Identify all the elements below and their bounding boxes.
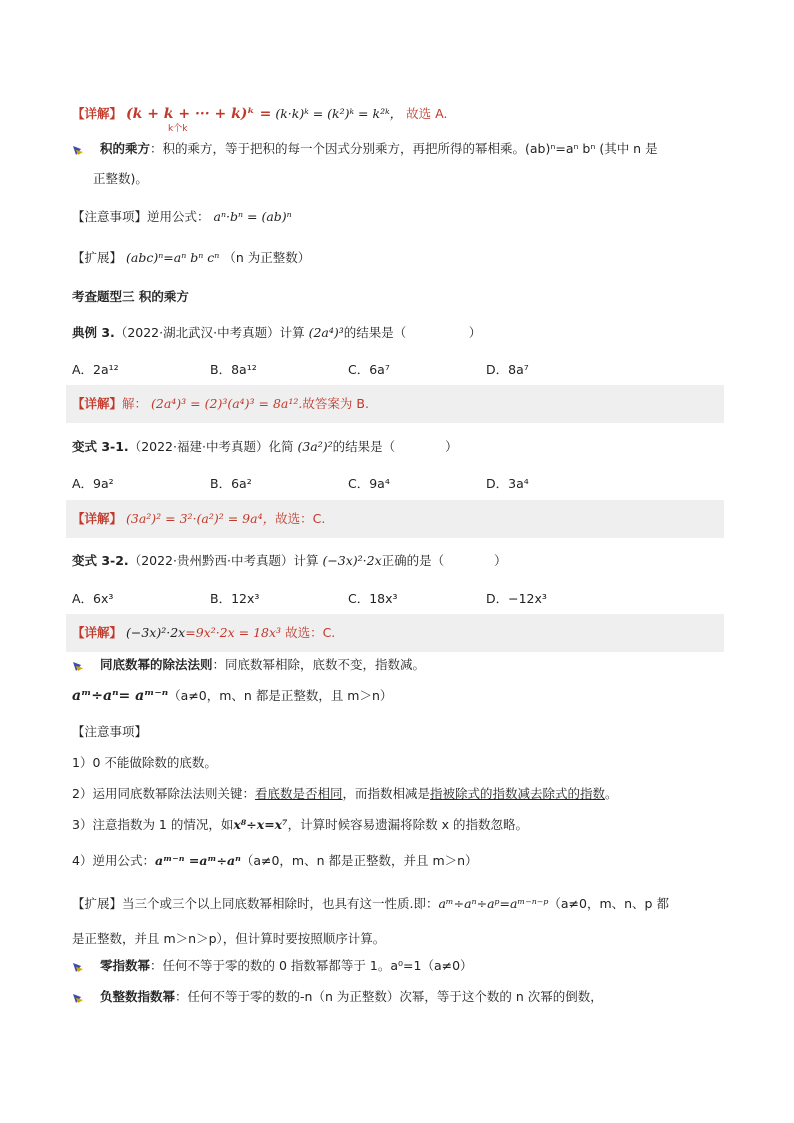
variant-3-1-answer [72, 509, 325, 529]
variant-3-2-answer [72, 623, 335, 643]
variant-3-1-tail: 的结果是（ ） [332, 439, 458, 454]
answer-expression: (2a⁴)³ = (2)³(a⁴)³ = 8a¹². [151, 396, 303, 411]
extension-line [72, 248, 310, 268]
detail-bracket: 【详解】 [72, 625, 123, 640]
division-formula: aᵐ÷aⁿ= aᵐ⁻ⁿ [72, 688, 169, 704]
rule-text: ：同底数幂相除，底数不变，指数减。 [212, 657, 426, 672]
division-formula-line [72, 686, 392, 706]
example-3-answer [72, 394, 369, 414]
extension-formula: aᵐ÷aⁿ÷aᵖ=aᵐ⁻ⁿ⁻ᵖ [438, 896, 549, 911]
detail-bracket: 【详解】 [72, 511, 123, 526]
variant-3-2-option-b: B．12x³ [210, 591, 260, 606]
variant-3-1-option-c: C．9a⁴ [348, 476, 390, 491]
variant-3-2-expression: (−3x)²·2x [322, 553, 382, 568]
note-2 [72, 784, 618, 804]
underbrace-label: k个k [168, 124, 188, 134]
note-4-formula: aᵐ⁻ⁿ =aᵐ÷aⁿ [154, 853, 241, 868]
example-3-option-a: A．2a¹² [72, 362, 119, 377]
product-power-rule [100, 139, 658, 159]
variant-3-2-option-c: C．18x³ [348, 591, 398, 606]
note-2-underline-1: 看底数是否相同 [254, 786, 343, 801]
note-4 [72, 851, 478, 871]
variant-3-1-question [72, 437, 458, 457]
note-2-underline-2: 指被除式的指数减去除式的指数 [430, 786, 606, 801]
variant-3-1-option-b: B．6a² [210, 476, 252, 491]
note-3 [72, 815, 528, 835]
variant-3-1-source: （2022·福建·中考真题）化简 [128, 439, 294, 454]
sum-power-expression: (k + k + ··· + k)ᵏ = [126, 106, 272, 122]
example-3-question [72, 323, 481, 343]
detail-bracket: 【详解】 [72, 106, 123, 121]
variant-3-2-option-a: A．6x³ [72, 591, 114, 606]
rule-text: ：积的乘方，等于把积的每一个因式分别乘方，再把所得的幂相乘。(ab)ⁿ=aⁿ bⁿ (其中 n 是 [150, 141, 658, 156]
answer-expression-part: (−3x)²·2x [126, 625, 186, 640]
notes-title: 【注意事项】 [72, 724, 148, 739]
rule-text-cont: 正整数)。 [93, 171, 148, 186]
extension-note: （n 为正整数） [223, 250, 311, 265]
variant-3-1-label: 变式 3-1. [72, 439, 129, 454]
note-2-b: ，而指数相减是 [342, 786, 430, 801]
rule-text: ：任何不等于零的数的 0 指数幂都等于 1。a⁰=1（a≠0） [150, 958, 473, 973]
variant-3-2-question [72, 551, 507, 571]
note-3-a: 3）注意指数为 1 的情况，如 [72, 817, 234, 832]
answer-tail: 故答案为 B. [302, 396, 369, 411]
rule-term: 同底数幂的除法法则 [100, 657, 213, 672]
extension-formula: (abc)ⁿ=aⁿ bⁿ cⁿ [126, 250, 220, 265]
rule-term: 积的乘方 [100, 141, 151, 156]
note-1: 1）0 不能做除数的底数。 [72, 755, 217, 770]
note-2-a: 2）运用同底数幂除法法则关键： [72, 786, 255, 801]
variant-3-2-source: （2022·贵州黔西·中考真题）计算 [128, 553, 319, 568]
inverse-formula: aⁿ·bⁿ = (ab)ⁿ [213, 209, 292, 224]
answer-choice: 故选 A. [406, 106, 448, 121]
extension-cont: 是正整数，并且 m＞n＞p），但计算时要按照顺序计算。 [72, 931, 386, 946]
bullet-icon [72, 992, 84, 1004]
detail-bracket: 【详解】 [72, 396, 123, 411]
answer-expression: =9x²·2x = 18x³ [185, 625, 282, 640]
section-title: 考查题型三 积的乘方 [72, 289, 189, 304]
note-3-formula: x⁸÷x=x⁷ [233, 817, 288, 832]
note-3-b: ，计算时候容易遗漏将除数 x 的指数忽略。 [287, 817, 528, 832]
example-3-option-c: C．6a⁷ [348, 362, 390, 377]
extension-b: （a≠0，m、n、p 都 [548, 896, 669, 911]
answer-tail: 故选：C. [285, 625, 336, 640]
rule-term: 零指数幂 [100, 958, 151, 973]
variant-3-2-label: 变式 3-2. [72, 553, 129, 568]
extension-a: 【扩展】当三个或三个以上同底数幂相除时，也具有这一性质.即： [72, 896, 439, 911]
negative-exponent-rule [100, 987, 603, 1007]
notes-line [72, 207, 292, 227]
detail-line-1 [72, 104, 448, 134]
rule-term: 负整数指数幂 [100, 989, 176, 1004]
bullet-icon [72, 961, 84, 973]
example-3-tail: 的结果是（ ） [343, 325, 482, 340]
notes-label: 【注意事项】逆用公式： [72, 209, 210, 224]
division-rule [100, 655, 425, 675]
note-4-a: 4）逆用公式： [72, 853, 155, 868]
answer-expression: (3a²)² = 3²·(a²)² = 9a⁴， [126, 511, 276, 526]
example-3-option-d: D．8a⁷ [486, 362, 529, 377]
note-2-c: 。 [605, 786, 618, 801]
variant-3-2-option-d: D．−12x³ [486, 591, 547, 606]
extension-label: 【扩展】 [72, 250, 123, 265]
answer-tail: 故选：C. [275, 511, 326, 526]
answer-lead: 解： [122, 396, 148, 411]
example-3-source: （2022·湖北武汉·中考真题）计算 [114, 325, 305, 340]
bullet-icon [72, 144, 84, 156]
rule-text: ：任何不等于零的数的-n（n 为正整数）次幂，等于这个数的 n 次幂的倒数， [175, 989, 603, 1004]
variant-3-2-tail: 正确的是（ ） [381, 553, 507, 568]
example-3-label: 典例 3. [72, 325, 115, 340]
variant-3-1-option-a: A．9a² [72, 476, 114, 491]
extension-division [72, 894, 669, 914]
note-4-b: （a≠0，m、n 都是正整数，并且 m＞n） [240, 853, 478, 868]
division-condition: （a≠0，m、n 都是正整数，且 m＞n） [168, 688, 393, 703]
bullet-icon [72, 660, 84, 672]
zero-exponent-rule [100, 956, 473, 976]
example-3-option-b: B．8a¹² [210, 362, 257, 377]
variant-3-1-expression: (3a²)² [297, 439, 333, 454]
variant-3-1-option-d: D．3a⁴ [486, 476, 529, 491]
simplified-expression: (k·k)ᵏ = (k²)ᵏ = k²ᵏ， [275, 106, 403, 121]
example-3-expression: (2a⁴)³ [308, 325, 344, 340]
